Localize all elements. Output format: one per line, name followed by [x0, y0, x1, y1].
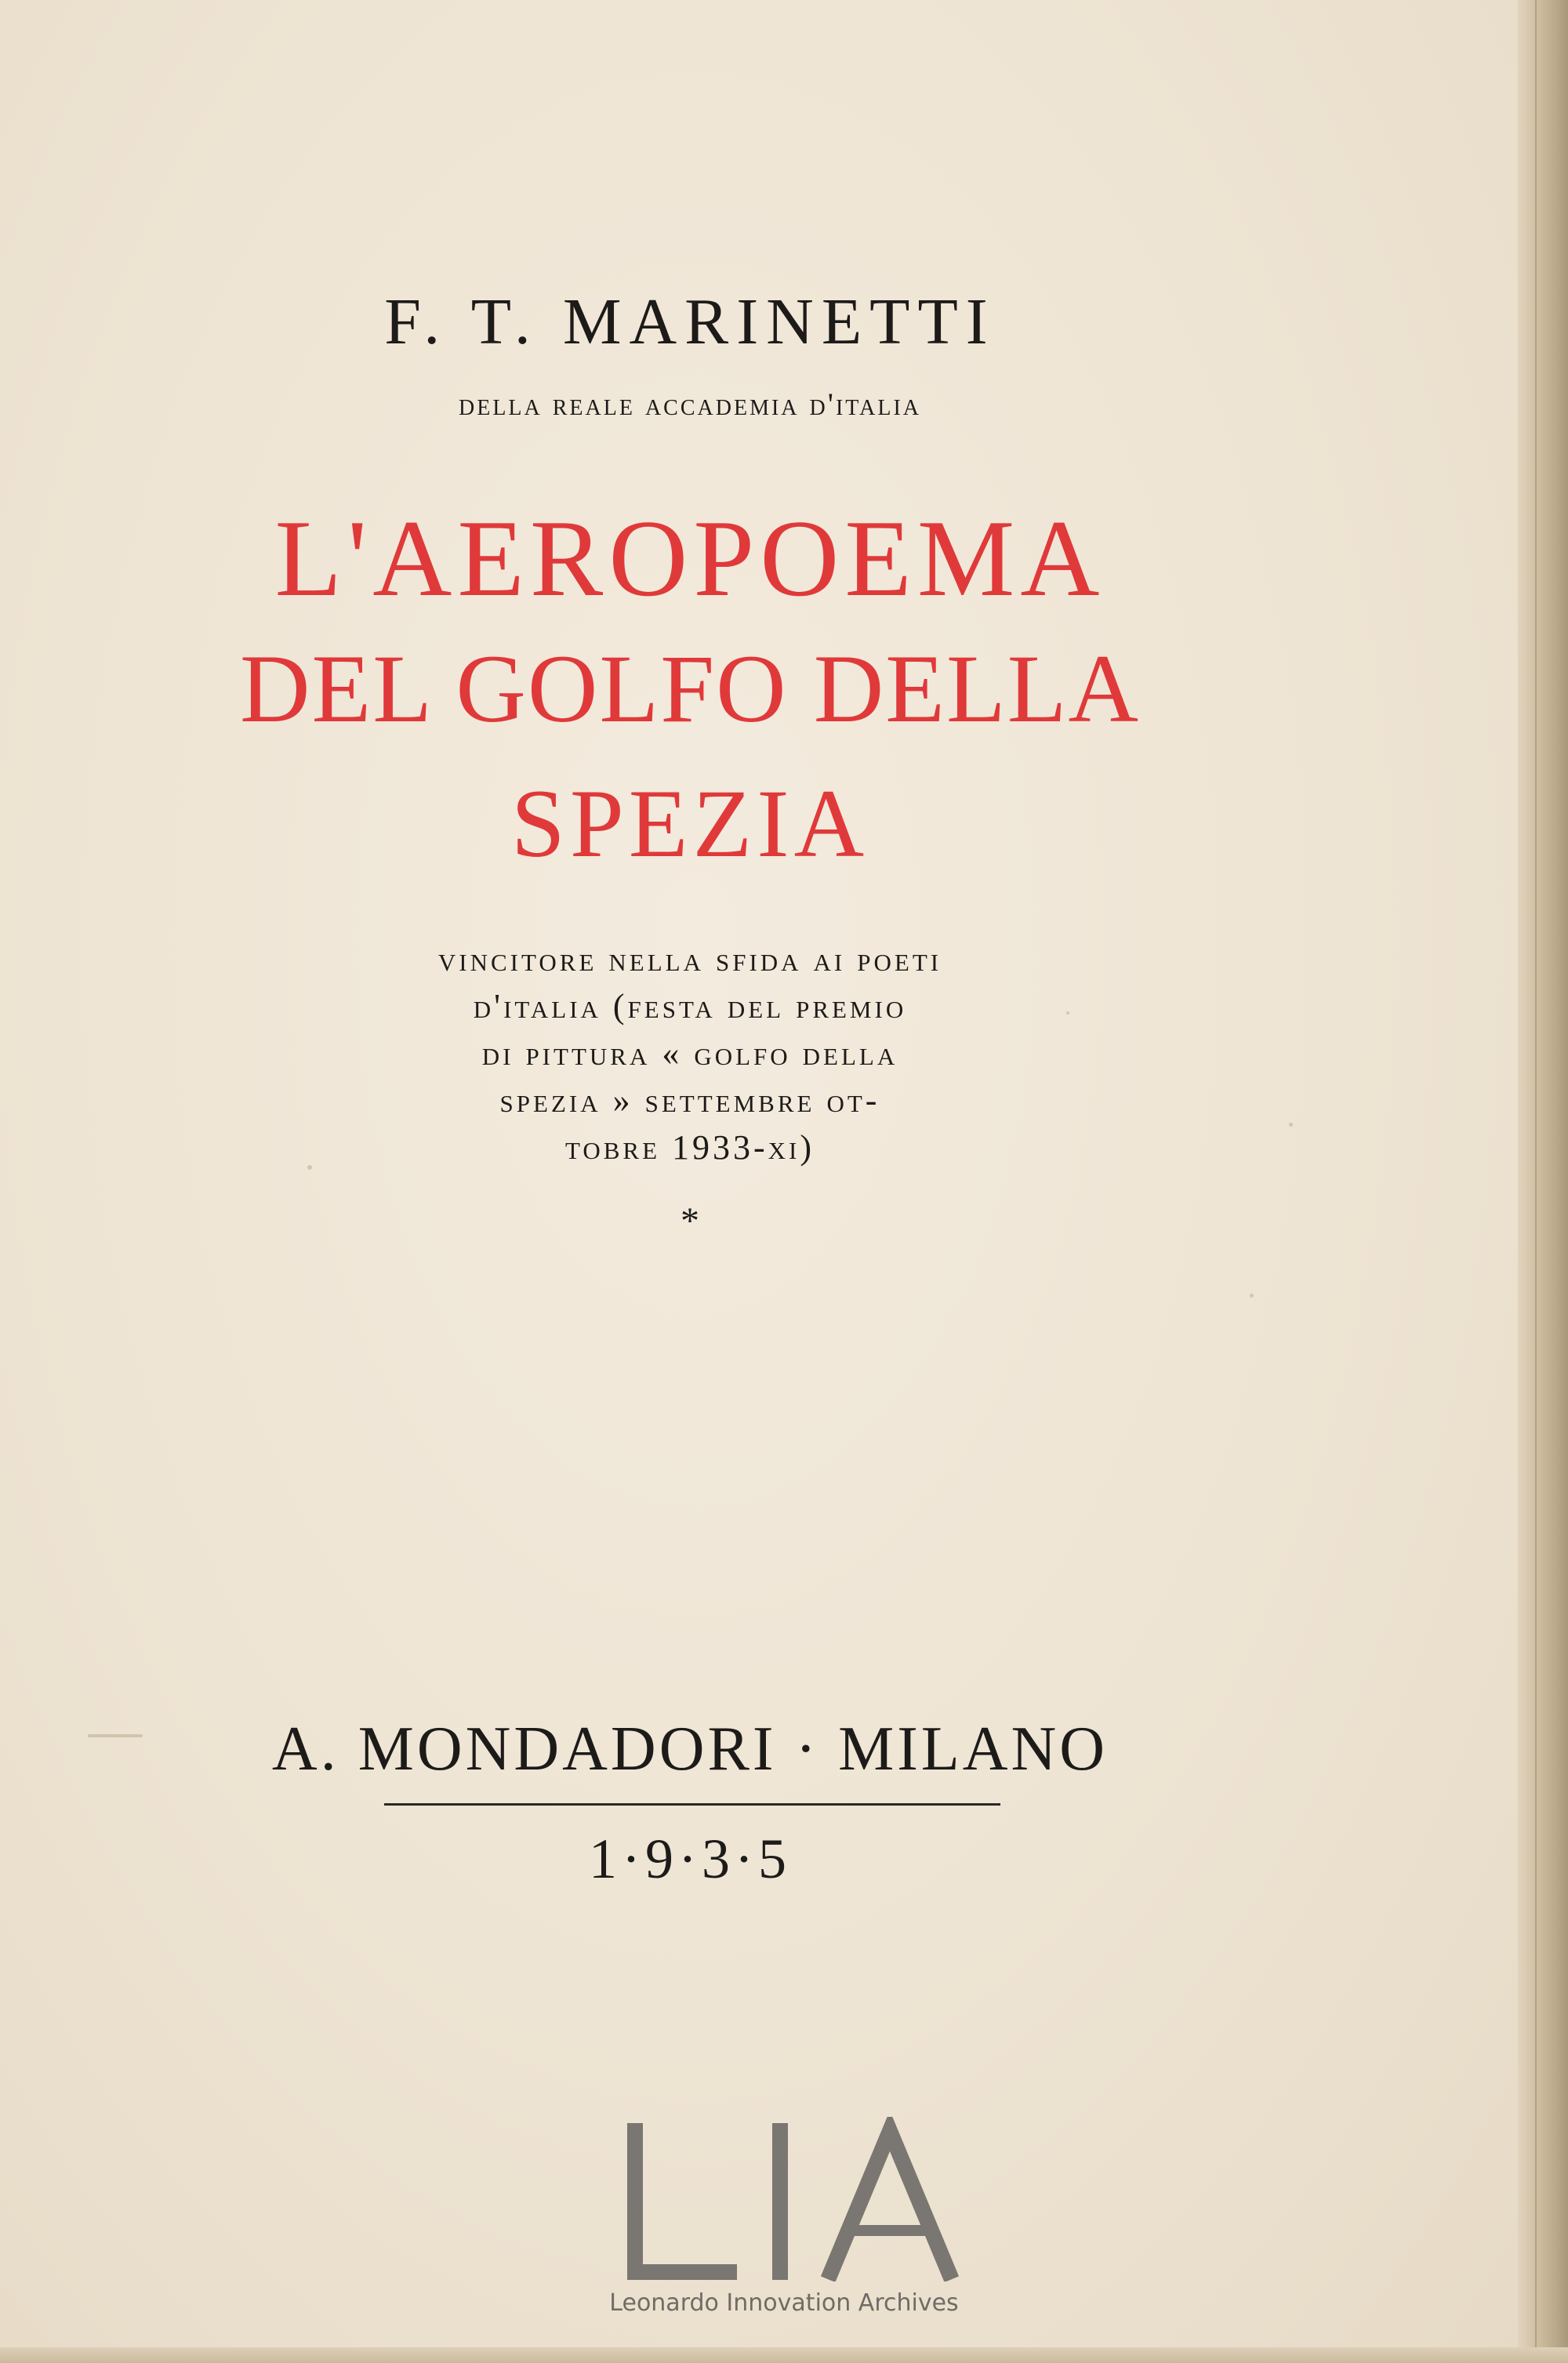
paper-speck — [1250, 1294, 1254, 1298]
imprint-divider — [384, 1803, 1000, 1806]
book-gutter — [1518, 0, 1568, 2363]
book-title-line-2: DEL GOLFO DELLA — [239, 635, 1141, 742]
gutter-shadow-line — [1535, 0, 1537, 2363]
logo-letter-a — [831, 2131, 949, 2272]
author-name: F. T. MARINETTI — [384, 285, 996, 358]
publisher-imprint: A. MONDADORI · MILANO — [271, 1715, 1109, 1784]
asterisk-ornament: * — [681, 1200, 699, 1242]
watermark-caption: Leonardo Innovation Archives — [609, 2289, 959, 2317]
book-title-line-1: L'AEROPOEMA — [274, 498, 1105, 619]
paper-speck — [1289, 1123, 1293, 1127]
book-title-line-3: SPEZIA — [510, 770, 869, 877]
page-bottom-edge — [0, 2347, 1568, 2363]
author-affiliation: della reale accademia d'italia — [459, 387, 921, 422]
subtitle-line-4: spezia » settembre ot- — [499, 1081, 880, 1120]
subtitle-line-3: di pittura « golfo della — [481, 1034, 898, 1073]
subtitle-line-2: d'italia (festa del premio — [473, 987, 907, 1025]
logo-letter-l — [635, 2131, 729, 2272]
subtitle-line-1: vincitore nella sfida ai poeti — [437, 940, 942, 978]
lia-logo — [604, 2117, 964, 2281]
publication-year: 1·9·3·5 — [589, 1828, 791, 1890]
subtitle-line-5: tobre 1933-xi) — [564, 1128, 815, 1167]
